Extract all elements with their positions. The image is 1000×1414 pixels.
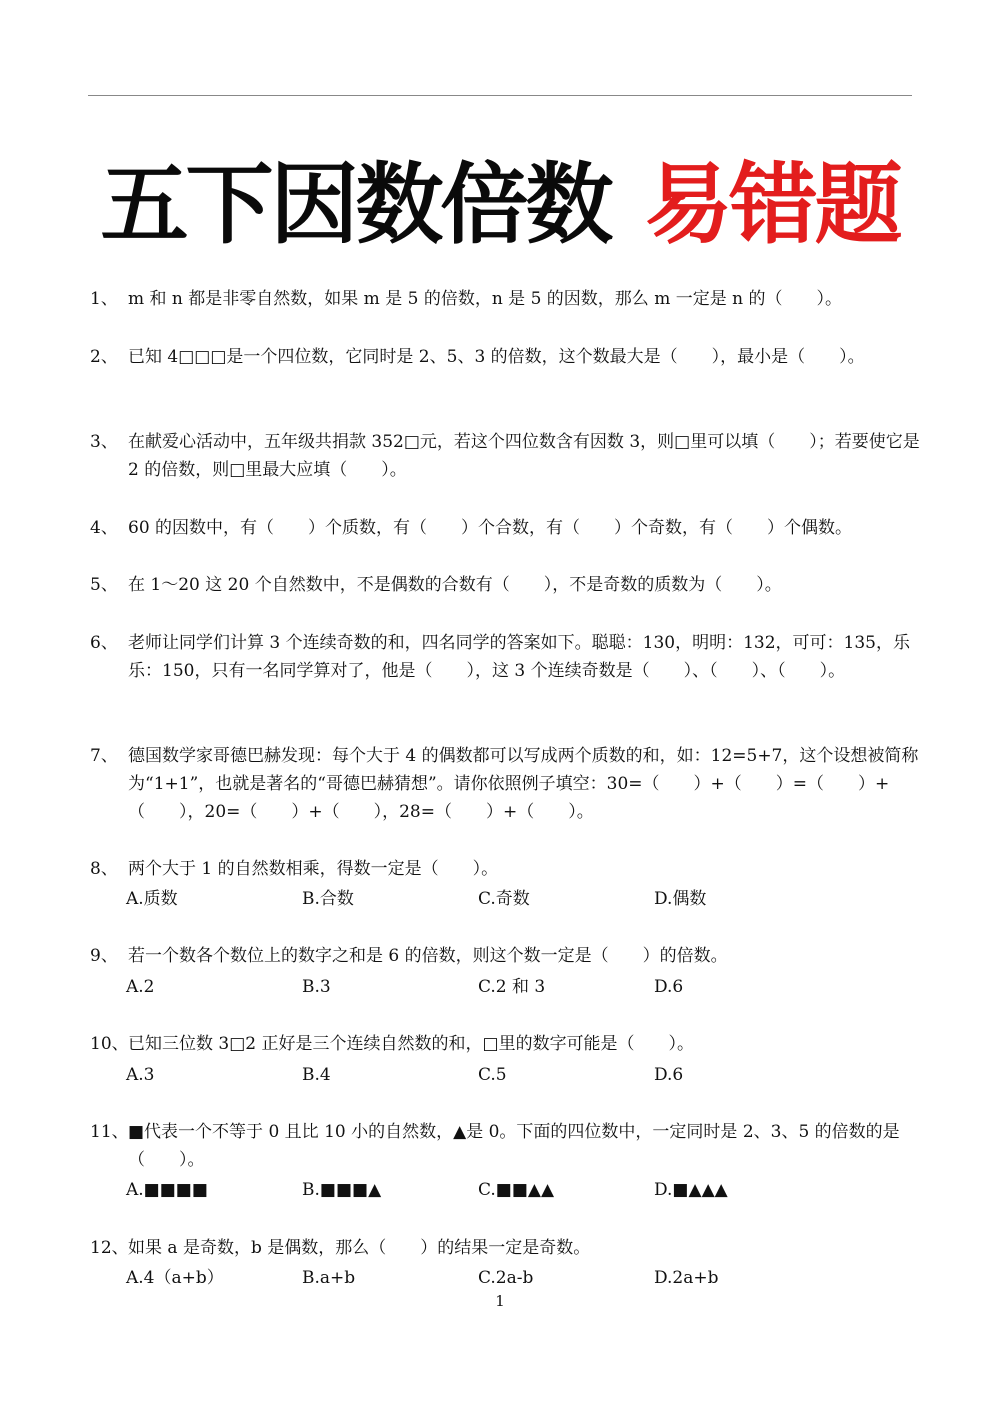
option-a: A.2 (126, 977, 155, 997)
question-text: 如果 a 是奇数，b 是偶数，那么（ ）的结果一定是奇数。 (128, 1238, 591, 1258)
options-11 (126, 1176, 926, 1204)
question-number: 2、 (90, 347, 118, 367)
question-1 (90, 285, 920, 313)
option-b: B.4 (302, 1065, 331, 1085)
title-highlight: 易错题 (644, 153, 900, 256)
question-text: 在 1～20 这 20 个自然数中，不是偶数的合数有（ ），不是奇数的质数为（ ）。 (128, 575, 782, 595)
question-12 (90, 1234, 920, 1262)
page-number: 1 (495, 1292, 505, 1310)
option-c: C.2 和 3 (478, 977, 546, 997)
option-b: B.■■■▲ (302, 1180, 382, 1200)
option-a: A.■■■■ (126, 1180, 208, 1200)
question-number: 4、 (90, 518, 118, 538)
question-text: 在献爱心活动中，五年级共捐款 352□元，若这个四位数含有因数 3，则□里可以填（ ）；若要使它是 2 的倍数，则□里最大应填（ ）。 (128, 432, 920, 480)
question-8 (90, 855, 920, 883)
question-text: 已知三位数 3□2 正好是三个连续自然数的和，□里的数字可能是（ ）。 (128, 1034, 695, 1054)
question-number: 3、 (90, 432, 118, 452)
question-text: 已知 4□□□是一个四位数，它同时是 2、5、3 的倍数，这个数最大是（ ），最小是（ ）。 (128, 347, 865, 367)
question-10 (90, 1030, 920, 1058)
question-text: 老师让同学们计算 3 个连续奇数的和，四名同学的答案如下。聪聪：130，明明：132，可可：135，乐乐：150，只有一名同学算对了，他是（ ），这 3 个连续奇数是（ ）、（ ）、（ ）。 (128, 633, 910, 681)
option-c: C.2a-b (478, 1268, 534, 1288)
question-7 (90, 742, 920, 826)
question-number: 5、 (90, 575, 118, 595)
options-8 (126, 885, 926, 913)
question-number: 12、 (90, 1238, 129, 1258)
options-12 (126, 1264, 926, 1292)
option-b: B.合数 (302, 889, 354, 909)
option-c: C.奇数 (478, 889, 530, 909)
question-6 (90, 629, 920, 685)
option-d: D.偶数 (654, 889, 707, 909)
question-5 (90, 571, 920, 599)
question-number: 6、 (90, 633, 118, 653)
question-text: m 和 n 都是非零自然数，如果 m 是 5 的倍数，n 是 5 的因数，那么 m 一定是 n 的（ ）。 (128, 289, 842, 309)
question-number: 10、 (90, 1034, 129, 1054)
question-number: 11、 (90, 1122, 129, 1142)
option-c: C.■■▲▲ (478, 1180, 555, 1200)
option-a: A.4（a+b） (126, 1268, 224, 1288)
option-d: D.2a+b (654, 1268, 719, 1288)
options-9 (126, 973, 926, 1001)
question-number: 1、 (90, 289, 118, 309)
question-text: 60 的因数中，有（ ）个质数，有（ ）个合数，有（ ）个奇数，有（ ）个偶数。 (128, 518, 853, 538)
option-d: D.6 (654, 1065, 684, 1085)
option-d: D.■▲▲▲ (654, 1180, 728, 1200)
question-text: ■代表一个不等于 0 且比 10 小的自然数，▲是 0。下面的四位数中，一定同时是 2、3、5 的倍数的是（ ）。 (128, 1122, 900, 1170)
question-text: 两个大于 1 的自然数相乘，得数一定是（ ）。 (128, 859, 499, 879)
question-11 (90, 1118, 920, 1174)
option-a: A.3 (126, 1065, 155, 1085)
title-main: 五下因数倍数 (100, 153, 611, 256)
question-text: 若一个数各个数位上的数字之和是 6 的倍数，则这个数一定是（ ）的倍数。 (128, 946, 728, 966)
question-text: 德国数学家哥德巴赫发现：每个大于 4 的偶数都可以写成两个质数的和，如：12=5+7，这个设想被简称为“1+1”，也就是著名的“哥德巴赫猜想”。请你依照例子填空：30=（ ）+（ ）=（ ）+（ ），20=（ ）+（ ），28=（ ）+（ ）。 (128, 746, 919, 822)
option-b: B.a+b (302, 1268, 356, 1288)
question-2 (90, 343, 920, 371)
question-4 (90, 514, 920, 542)
question-3 (90, 428, 920, 484)
options-10 (126, 1061, 926, 1089)
page-title (0, 150, 1000, 260)
option-b: B.3 (302, 977, 331, 997)
question-9 (90, 942, 920, 970)
header-rule (88, 95, 912, 96)
option-a: A.质数 (126, 889, 178, 909)
option-c: C.5 (478, 1065, 507, 1085)
question-number: 9、 (90, 946, 118, 966)
question-number: 8、 (90, 859, 118, 879)
question-number: 7、 (90, 746, 118, 766)
option-d: D.6 (654, 977, 684, 997)
